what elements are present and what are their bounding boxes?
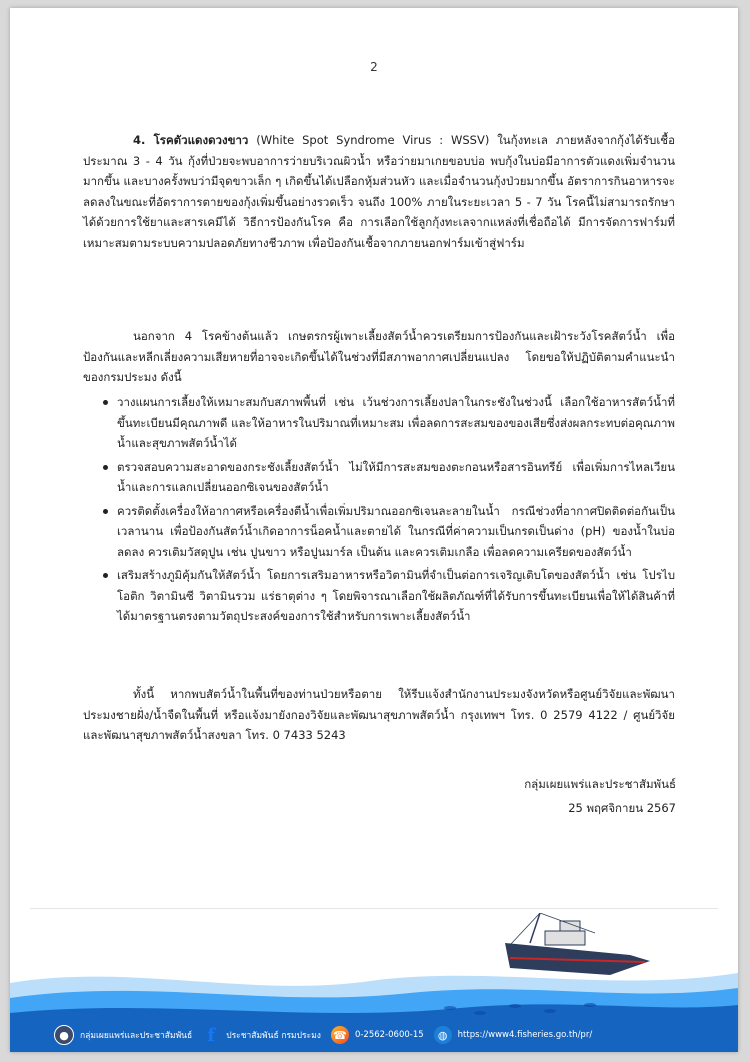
list-item-text: เสริมสร้างภูมิคุ้มกันให้สัตว์น้ำ โดยการเสริมอาหารหรือวิตามินที่จำเป็นต่อการเจริญเติบโตของสัตว์น้ำ เช่น โปรไบโอติก วิตามินซี วิตามินรวม แร่ธาตุต่าง ๆ โดยพิจารณาเลือกใช้ผลิตภัณฑ์ที่ได้รับการขึ้นทะเบียนเพื่อให้ได้สินค้าที่ได้มาตรฐานตรงตามวัตถุประสงค์ของการใช้สำหรับการเพาะเลี้ยงสัตว์น้ำ — [117, 568, 675, 623]
list-item — [83, 457, 675, 498]
footer-website[interactable] — [434, 1026, 593, 1044]
disease-heading: 4. โรคตัวแดงดวงขาว — [133, 133, 249, 147]
footer-department — [54, 1025, 192, 1045]
signoff-department: กลุ่มเผยแพร่และประชาสัมพันธ์ — [524, 777, 676, 791]
footer-facebook[interactable] — [202, 1026, 321, 1044]
footer-divider — [30, 908, 718, 909]
footer-website-link[interactable]: https://www4.fisheries.go.th/pr/ — [457, 1030, 593, 1040]
list-item — [83, 501, 675, 563]
contact-text: ทั้งนี้ หากพบสัตว์น้ำในพื้นที่ของท่านป่วยหรือตาย ให้รีบแจ้งสำนักงานประมงจังหวัดหรือศูนย์วิจัยและพัฒนาประมงชายฝั่ง/น้ำจืดในพื้นที่ หรือแจ้งมายังกองวิจัยและพัฒนาสุขภาพสัตว์น้ำ กรุงเทพฯ โทร. 0 2579 4122 / ศูนย์วิจัยและพัฒนาสุขภาพสัตว์น้ำสงขลา โทร. 0 7433 5243 — [83, 687, 675, 742]
list-item — [83, 392, 675, 454]
document-page — [10, 8, 738, 1052]
page-number: 2 — [370, 60, 378, 74]
bullet-icon — [103, 509, 108, 514]
footer-department-label: กลุ่มเผยแพร่และประชาสัมพันธ์ — [80, 1031, 193, 1041]
fishing-ship-icon — [505, 913, 650, 975]
bullet-icon — [103, 465, 108, 470]
facebook-icon: f — [207, 1024, 216, 1046]
signoff — [524, 772, 676, 820]
disease-description: (White Spot Syndrome Virus : WSSV) ในกุ้งทะเล ภายหลังจากกุ้งได้รับเชื้อประมาณ 3 - 4 วัน กุ้งที่ป่วยจะพบอาการว่ายบริเวณผิวน้ำ หรือว่ายมาเกยขอบบ่อ พบกุ้งในบ่อมีอาการตัวแดงเพิ่มจำนวนมากขึ้น และบางครั้งพบว่ามีจุดขาวเล็ก ๆ เกิดขึ้นได้เปลือกหุ้มส่วนหัว และเมื่อจำนวนกุ้งป่วยมากขึ้น อัตราการกินอาหารจะลดลงในขณะที่อัตราการตายของกุ้งเพิ่มขึ้นอย่างรวดเร็ว จนถึง 100% ภายในระยะเวลา 5 - 7 วัน โรคนี้ไม่สามารถรักษาได้ด้วยการใช้ยาและสารเคมีได้ วิธีการป้องกันโรค คือ การเลือกใช้ลูกกุ้งทะเลจากแหล่งที่เชื่อถือได้ มีการจัดการฟาร์มที่เหมาะสมตามระบบความปลอดภัยทางชีวภาพ เพื่อป้องกันเชื้อจากภายนอกฟาร์มเข้าสู่ฟาร์ม — [83, 133, 675, 250]
paragraph-contact — [83, 684, 675, 746]
bullet-icon — [103, 400, 108, 405]
list-item-text: ควรติดตั้งเครื่องให้อากาศหรือเครื่องตีน้ำเพื่อเพิ่มปริมาณออกซิเจนละลายในน้ำ กรณีช่วงที่อากาศปิดติดต่อกันเป็นเวลานาน เพื่อป้องกันสัตว์น้ำเกิดอาการน็อคน้ำและตายได้ ในกรณีที่ค่าความเป็นกรดเป็นด่าง (pH) ของน้ำในบ่อลดลง ควรเติมวัสดุปูน เช่น ปูนขาว หรือปูนมาร์ล เป็นต้น และควรเติมเกลือ เพื่อลดความเครียดของสัตว์น้ำ — [117, 503, 675, 559]
footer-phone-label: 0-2562-0600-15 — [354, 1030, 424, 1040]
paragraph-prevention-intro — [83, 326, 675, 388]
bullet-icon — [103, 573, 108, 578]
list-item — [83, 565, 675, 627]
footer-contact-bar — [10, 1018, 738, 1052]
seal-icon: ● — [54, 1025, 74, 1045]
footer-phone[interactable] — [331, 1026, 424, 1044]
globe-icon: ◍ — [434, 1026, 452, 1044]
recommendation-list — [83, 392, 675, 630]
prevention-intro-text: นอกจาก 4 โรคข้างต้นแล้ว เกษตรกรผู้เพาะเลี้ยงสัตว์น้ำควรเตรียมการป้องกันและเฝ้าระวังโรคสัตว์น้ำ เพื่อป้องกันและหลีกเลี่ยงความเสียหายที่อาจจะเกิดขึ้นได้ในช่วงที่มีสภาพอากาศเปลี่ยนแปลง โดยขอให้ปฏิบัติตามคำแนะนำของกรมประมง ดังนี้ — [83, 329, 675, 384]
phone-icon: ☎ — [331, 1026, 349, 1044]
footer-facebook-label: ประชาสัมพันธ์ กรมประมง — [226, 1031, 321, 1041]
signoff-date: 25 พฤศจิกายน 2567 — [568, 801, 676, 815]
list-item-text: ตรวจสอบความสะอาดของกระชังเลี้ยงสัตว์น้ำ ไม่ให้มีการสะสมของตะกอนหรือสารอินทรีย์ เพื่อเพิ่มการไหลเวียนน้ำและการแลกเปลี่ยนออกซิเจนของสัตว์น้ำ — [117, 459, 675, 494]
list-item-text: วางแผนการเลี้ยงให้เหมาะสมกับสภาพพื้นที่ เช่น เว้นช่วงการเลี้ยงปลาในกระชังในช่วงนี้ เลือกใช้อาหารสัตว์น้ำที่ขึ้นทะเบียนมีคุณภาพดี และให้อาหารในปริมาณที่เหมาะสม เพื่อลดการสะสมของของเสียซึ่งส่งผลกระทบต่อคุณภาพน้ำและสุขภาพสัตว์น้ำได้ — [117, 395, 675, 450]
paragraph-wssv — [83, 130, 675, 253]
